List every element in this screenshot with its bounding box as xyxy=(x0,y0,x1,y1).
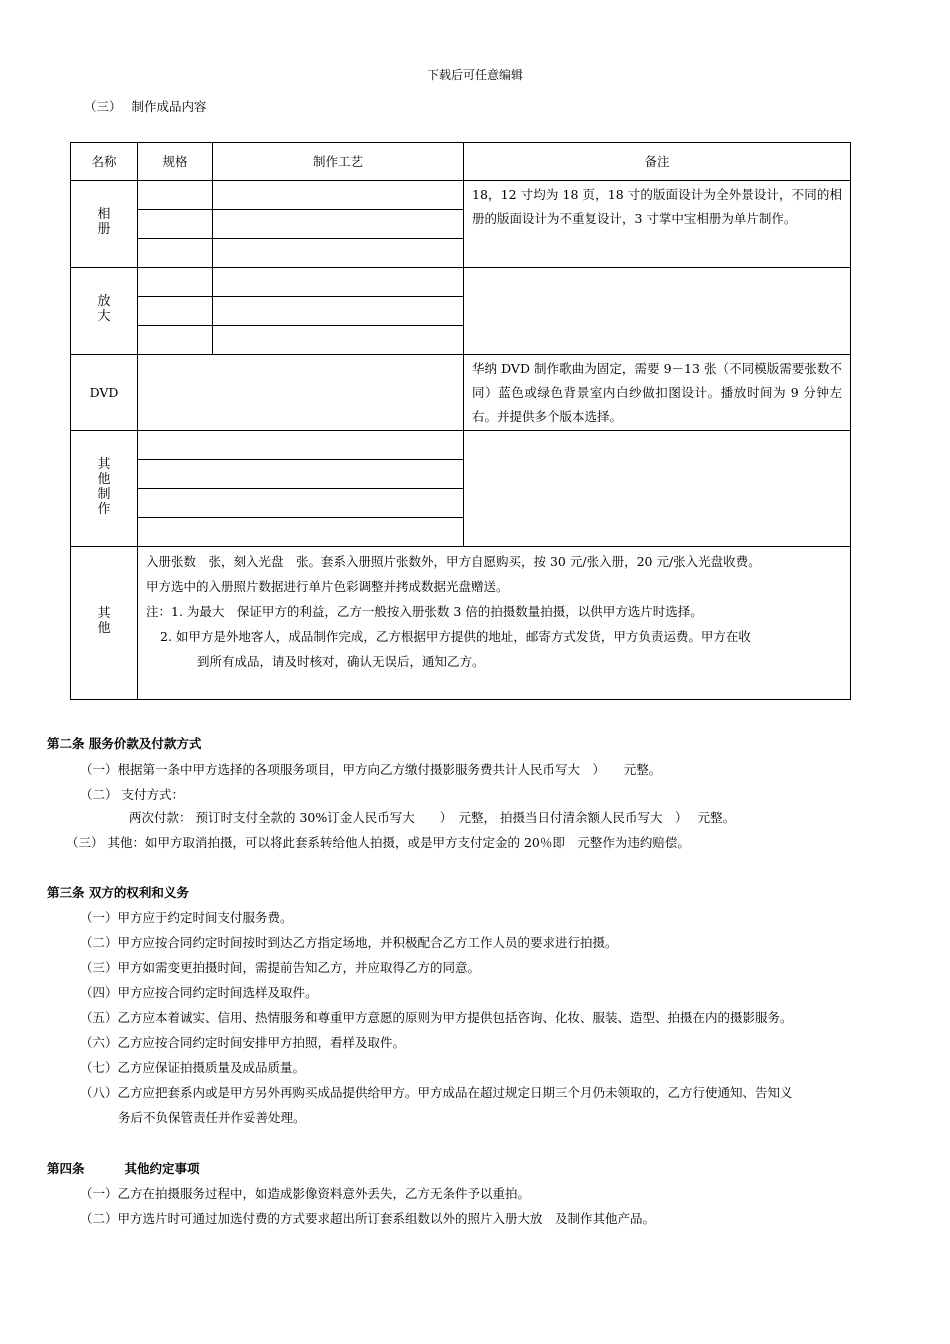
article3-title: 第三条 双方的权利和义务 xyxy=(47,885,189,900)
article4-item: （一）乙方在拍摄服务过程中，如造成影像资料意外丢失，乙方无条件予以重拍。 xyxy=(80,1186,531,1201)
other-line: 到所有成品，请及时核对，确认无误后，通知乙方。 xyxy=(197,654,485,669)
article3-item: 务后不负保管责任并作妥善处理。 xyxy=(118,1110,306,1125)
other-line: 2. 如甲方是外地客人，成品制作完成，乙方根据甲方提供的地址，邮寄方式发货，甲方负责运费。甲方在收 xyxy=(160,629,751,644)
table-row xyxy=(71,181,851,210)
page-header: 下载后可任意编辑 xyxy=(426,68,523,82)
dvd-note: 华纳 DVD 制作歌曲为固定，需要 9－13 张（不同模版需要张数不同）蓝色或绿色背景室内白纱做扣图设计。播放时间为 9 分钟左右。并提供多个版本选择。 xyxy=(464,355,851,431)
article3-item: （七）乙方应保证拍摄质量及成品质量。 xyxy=(80,1060,306,1075)
section-subtitle xyxy=(84,97,207,115)
enlarge-label-cell xyxy=(71,268,138,355)
album-craft-cell[interactable] xyxy=(213,239,464,268)
enlarge-craft-cell[interactable] xyxy=(213,268,464,297)
product-table xyxy=(70,142,851,700)
article2-title: 第二条 服务价款及付款方式 xyxy=(47,736,202,751)
article2-line: （三） 其他：如甲方取消拍摄，可以将此套系转给他人拍摄，或是甲方支付定金的 20％即 元整作为违约赔偿。 xyxy=(66,835,690,850)
article2-line: （一）根据第一条中甲方选择的各项服务项目，甲方向乙方缴付摄影服务费共计人民币写大 ） 元整。 xyxy=(80,762,662,777)
article2-line: 两次付款： 预订时支付全款的 30%订金人民币写大 ） 元整， 拍摄当日付清余额人民币写大 ） 元整。 xyxy=(129,810,736,825)
other-make-cell[interactable] xyxy=(138,489,464,518)
header-spec: 规格 xyxy=(138,143,213,181)
enlarge-spec-cell[interactable] xyxy=(138,297,213,326)
article2-line: （二） 支付方式： xyxy=(80,787,184,802)
subtitle-number: （三） xyxy=(84,99,122,114)
other-label-cell xyxy=(71,547,138,700)
enlarge-note-cell[interactable] xyxy=(464,268,851,355)
dvd-craft-cell[interactable] xyxy=(138,355,464,431)
other-make-label-cell xyxy=(71,431,138,547)
other-make-cell[interactable] xyxy=(138,518,464,547)
article3-item: （六）乙方应按合同约定时间安排甲方拍照，看样及取件。 xyxy=(80,1035,406,1050)
album-spec-cell[interactable] xyxy=(138,239,213,268)
article3-item: （三）甲方如需变更拍摄时间，需提前告知乙方，并应取得乙方的同意。 xyxy=(80,960,481,975)
header-craft: 制作工艺 xyxy=(213,143,464,181)
enlarge-label: 放大 xyxy=(97,294,111,324)
other-make-label: 其他制作 xyxy=(97,456,111,517)
enlarge-spec-cell[interactable] xyxy=(138,326,213,355)
table-row xyxy=(71,355,851,431)
album-spec-cell[interactable] xyxy=(138,210,213,239)
article3-item: （八）乙方应把套系内或是甲方另外再购买成品提供给甲方。甲方成品在超过规定日期三个月仍未领取的，乙方行使通知、告知义 xyxy=(80,1085,793,1100)
other-make-cell[interactable] xyxy=(138,460,464,489)
article4-item: （二）甲方选片时可通过加选付费的方式要求超出所订套系组数以外的照片入册大放 及制作其他产品。 xyxy=(80,1211,656,1226)
table-header-row xyxy=(71,143,851,181)
article4-title-text: 其他约定事项 xyxy=(124,1161,200,1176)
album-craft-cell[interactable] xyxy=(213,181,464,210)
album-craft-cell[interactable] xyxy=(213,210,464,239)
table-row xyxy=(71,431,851,460)
article3-item: （四）甲方应按合同约定时间选样及取件。 xyxy=(80,985,318,1000)
other-line: 甲方选中的入册照片数据进行单片色彩调整并拷成数据光盘赠送。 xyxy=(146,579,509,594)
table-row xyxy=(71,268,851,297)
other-make-note-cell[interactable] xyxy=(464,431,851,547)
article3-item: （二）甲方应按合同约定时间按时到达乙方指定场地，并积极配合乙方工作人员的要求进行拍摄。 xyxy=(80,935,618,950)
table-row xyxy=(71,547,851,700)
article4-title xyxy=(47,1159,200,1177)
subtitle-text: 制作成品内容 xyxy=(131,99,207,114)
other-label: 其他 xyxy=(97,606,111,636)
enlarge-craft-cell[interactable] xyxy=(213,297,464,326)
dvd-label: DVD xyxy=(71,355,138,431)
other-make-cell[interactable] xyxy=(138,431,464,460)
article4-title-number: 第四条 xyxy=(47,1161,85,1176)
album-spec-cell[interactable] xyxy=(138,181,213,210)
album-label-cell xyxy=(71,181,138,268)
header-name: 名称 xyxy=(71,143,138,181)
other-line: 入册张数 张，刻入光盘 张。套系入册照片张数外，甲方自愿购买，按 30 元/张入册，20 元/张入光盘收费。 xyxy=(146,554,761,569)
article3-item: （五）乙方应本着诚实、信用、热情服务和尊重甲方意愿的原则为甲方提供包括咨询、化妆、服装、造型、拍摄在内的摄影服务。 xyxy=(80,1010,793,1025)
other-text-cell xyxy=(138,547,851,700)
album-note: 18，12 寸均为 18 页，18 寸的版面设计为全外景设计，不同的相册的版面设计为不重复设计，3 寸掌中宝相册为单片制作。 xyxy=(464,181,851,268)
enlarge-craft-cell[interactable] xyxy=(213,326,464,355)
other-line: 注：1. 为最大 保证甲方的利益，乙方一般按入册张数 3 倍的拍摄数量拍摄，以供甲方选片时选择。 xyxy=(146,604,703,619)
album-label: 相册 xyxy=(97,207,111,237)
enlarge-spec-cell[interactable] xyxy=(138,268,213,297)
header-remark: 备注 xyxy=(464,143,851,181)
article3-item: （一）甲方应于约定时间支付服务费。 xyxy=(80,910,293,925)
